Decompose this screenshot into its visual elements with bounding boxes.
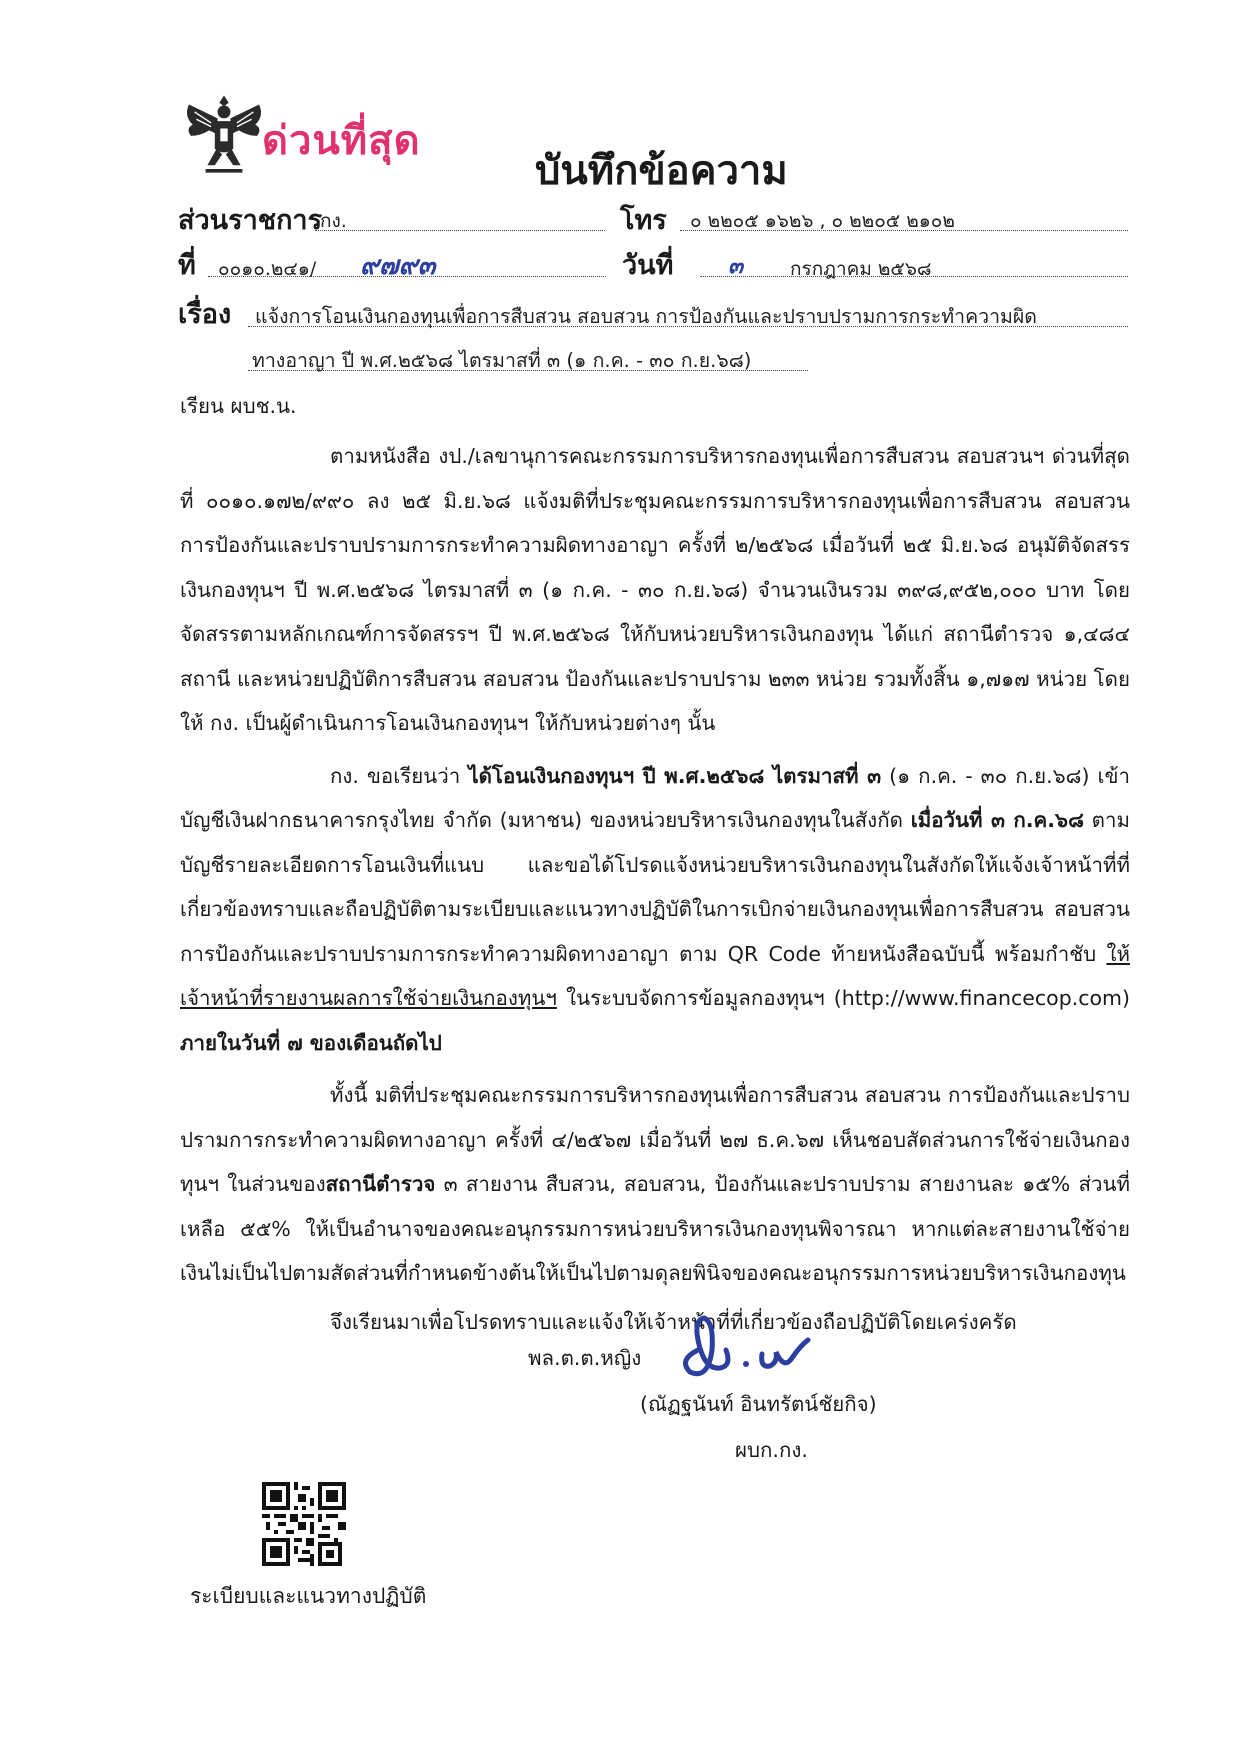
garuda-emblem-icon — [178, 88, 270, 180]
para2-text-a: กง. ขอเรียนว่า — [330, 763, 469, 788]
para2-text-e: ตามบัญชีรายละเอียดการโอนเงินที่แนบ และขอได้โปรดแจ้งหน่วยบริหารเงินกองทุนในสังกัดให้แจ้งเจ้าหน้าที่ที่เกี่ยวข้องทราบและถือปฏิบัติตามระเบียบและแนวทางปฏิบัติในการเบิกจ่ายเงินกองทุนเพื่อการสืบสวน สอบสวน การป้องกันและปราบปรามการกระทำความผิดทางอาญา ตาม QR Code ท้ายหนังสือฉบับนี้ พร้อมกำชับ — [180, 808, 1130, 966]
salutation: เรียน ผบช.น. — [180, 394, 297, 418]
para2-text-c: (๑ ก.ค. - ๓๐ ก.ย.๖๘) เข้าบัญชีเงินฝากธนาคารกรุงไทย จำกัด (มหาชน) ของหน่วยบริหารเงินกองทุนในสังกัด — [180, 763, 1130, 832]
ref-handwritten-number: ๙๗๙๓ — [360, 251, 436, 281]
agency-line — [315, 212, 605, 231]
signer-name: (ณัฏฐนันท์ อินทรัตน์ชัยกิจ) — [640, 1392, 877, 1416]
ref-value: ๐๐๑๐.๒๔๑/ — [218, 258, 317, 280]
date-day-handwritten: ๓ — [728, 253, 744, 279]
urgency-stamp: ด่วนที่สุด — [262, 118, 421, 164]
para2-bold-date: เมื่อวันที่ ๓ ก.ค.๖๘ — [910, 808, 1084, 832]
para3-text-a: ทั้งนี้ มติที่ประชุมคณะกรรมการบริหารกองทุนเพื่อการสืบสวน สอบสวน การป้องกันและปราบปรามการกระทำความผิดทางอาญา ครั้งที่ ๔/๒๕๖๗ เมื่อวันที่ ๒๗ ธ.ค.๖๗ เห็นชอบสัดส่วนการใช้จ่ายเงินกองทุนฯ ในส่วนของ — [180, 1083, 1130, 1196]
para2-bold-transfer: ได้โอนเงินกองทุนฯ ปี พ.ศ.๒๕๖๘ ไตรมาสที่ ๓ — [468, 763, 882, 788]
agency-value: กง. — [320, 210, 347, 232]
paragraph-2 — [180, 754, 1130, 1066]
para2-text-g: ในระบบจัดการข้อมูลกองทุนฯ (http://www.financecop.com) — [556, 986, 1130, 1010]
phone-value: ๐ ๒๒๐๕ ๑๖๒๖ , ๐ ๒๒๐๕ ๒๑๐๒ — [690, 210, 955, 232]
qr-caption: ระเบียบและแนวทางปฏิบัติ — [190, 1584, 427, 1608]
signer-position: ผบก.กง. — [735, 1438, 808, 1462]
paragraph-3 — [180, 1073, 1130, 1296]
phone-label: โทร — [620, 205, 667, 236]
ref-label: ที่ — [178, 250, 196, 281]
date-value: กรกฎาคม ๒๕๖๘ — [790, 258, 932, 280]
subject-text-1: แจ้งการโอนเงินกองทุนเพื่อการสืบสวน สอบสวน การป้องกันและปราบปรามการกระทำความผิด — [255, 305, 1037, 328]
para2-bold-deadline: ภายในวันที่ ๗ ของเดือนถัดไป — [180, 1030, 442, 1055]
signature-mark-icon — [668, 1310, 818, 1382]
subject-label: เรื่อง — [178, 299, 232, 330]
paragraph-1: ตามหนังสือ งป./เลขานุการคณะกรรมการบริหารกองทุนเพื่อการสืบสวน สอบสวนฯ ด่วนที่สุด ที่ ๐๐๑๐.๑๗๒/๙๙๐ ลง ๒๕ มิ.ย.๖๘ แจ้งมติที่ประชุมคณะกรรมการบริหารกองทุนเพื่อการสืบสวน สอบสวน การป้องกันและปราบปรามการกระทำความผิดทางอาญา ครั้งที่ ๒/๒๕๖๘ เมื่อวันที่ ๒๕ มิ.ย.๖๘ อนุมัติจัดสรรเงินกองทุนฯ ปี พ.ศ.๒๕๖๘ ไตรมาสที่ ๓ (๑ ก.ค. - ๓๐ ก.ย.๖๘) จำนวนเงินรวม ๓๙๘,๙๕๒,๐๐๐ บาท โดยจัดสรรตามหลักเกณฑ์การจัดสรรฯ ปี พ.ศ.๒๕๖๘ ให้กับหน่วยบริหารเงินกองทุน ได้แก่ สถานีตำรวจ ๑,๔๘๔ สถานี และหน่วยปฏิบัติการสืบสวน สอบสวน ป้องกันและปราบปราม ๒๓๓ หน่วย รวมทั้งสิ้น ๑,๗๑๗ หน่วย โดยให้ กง. เป็นผู้ดำเนินการโอนเงินกองทุนฯ ให้กับหน่วยต่างๆ นั้น — [180, 444, 1130, 735]
para3-bold-station: สถานีตำรวจ — [325, 1172, 436, 1196]
signer-rank: พล.ต.ต.หญิง — [528, 1346, 642, 1370]
para3-text-c: ๓ สายงาน สืบสวน, สอบสวน, ป้องกันและปราบปราม สายงานละ ๑๕% ส่วนที่เหลือ ๕๕% ให้เป็นอำนาจของคณะอนุกรรมการหน่วยบริหารเงินกองทุนพิจารณา หากแต่ละสายงานใช้จ่ายเงินไม่เป็นไปตามสัดส่วนที่กำหนดข้างต้นให้เป็นไปตามดุลยพินิจของคณะอนุกรรมการหน่วยบริหารเงินกองทุน — [180, 1172, 1130, 1285]
date-label: วันที่ — [622, 250, 674, 281]
agency-label: ส่วนราชการ — [178, 205, 323, 236]
subject-text-2: ทางอาญา ปี พ.ศ.๒๕๖๘ ไตรมาสที่ ๓ (๑ ก.ค. - ๓๐ ก.ย.๖๘) — [252, 349, 752, 372]
para2-underline-report: ให้เจ้าหน้าที่รายงานผลการใช้จ่ายเงินกองทุนฯ — [180, 941, 1130, 1010]
body — [180, 434, 1130, 1344]
page-title: บันทึกข้อความ — [535, 148, 788, 194]
qr-code-icon[interactable] — [262, 1482, 346, 1566]
closing-line: จึงเรียนมาเพื่อโปรดทราบและแจ้งให้เจ้าหน้าที่ที่เกี่ยวข้องถือปฏิบัติโดยเคร่งครัด — [330, 1309, 1017, 1334]
